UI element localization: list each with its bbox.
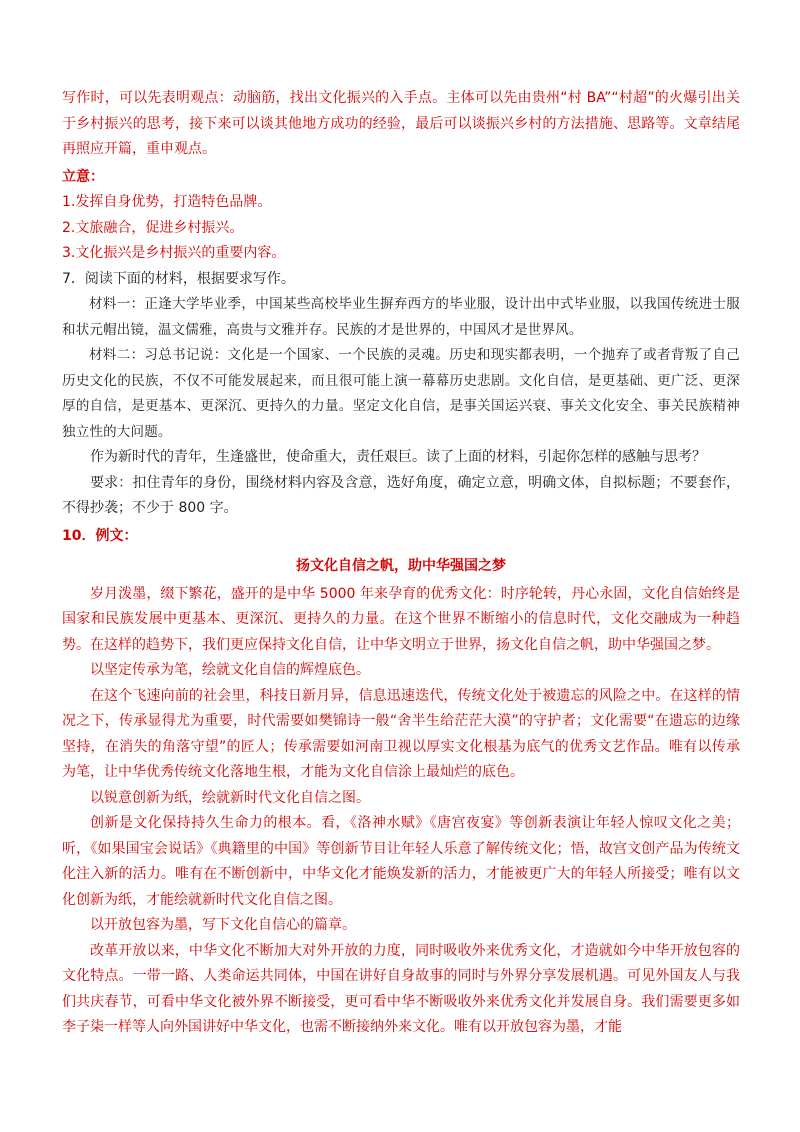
essay-paragraph-4: 以锐意创新为纸，绘就新时代文化自信之图。 (90, 789, 370, 806)
intro-paragraph: 写作时，可以先表明观点：动脑筋，找出文化振兴的入手点。主体可以先由贵州“村 BA”“村超”的火爆引出关于乡村振兴的思考，接下来可以谈其他地方成功的经验，最后可以谈振兴乡村的方法措施、思路等。文章结尾再照应开篇，重申观点。 (62, 90, 740, 157)
essay-paragraph-1: 岁月泼墨，缀下繁花，盛开的是中华 5000 年来孕育的优秀文化：时序轮转，丹心永固，文化自信始终是国家和民族发展中更基本、更深沉、更持久的力量。在这个世界不断缩小的信息时代，文化交融成为一种趋势。在这样的趋势下，我们更应保持文化自信，让中华文明立于世界，扬文化自信之帆，助中华强国之梦。 (62, 585, 740, 653)
theme-item-1: 1.发挥自身优势，打造特色品牌。 (62, 194, 272, 210)
example-heading: 10．例文： (62, 527, 138, 544)
document-page (62, 86, 740, 1041)
material-1: 材料一：正逢大学毕业季，中国某些高校毕业生摒弃西方的毕业服，设计出中式毕业服，以我国传统进士服和状元帽出镜，温文儒雅，高贵与文雅并存。民族的才是世界的，中国风才是世界风。 (62, 296, 740, 338)
question-7-prompt: 7．阅读下面的材料，根据要求写作。 (62, 270, 295, 287)
essay-paragraph-6: 以开放包容为墨，写下文化自信心的篇章。 (90, 917, 356, 933)
essay-paragraph-2: 以坚定传承为笔，绘就文化自信的辉煌底色。 (90, 662, 370, 678)
question-text: 作为新时代的青年，生逢盛世，使命重大，责任艰巨。读了上面的材料，引起你怎样的感触与思考？ (90, 449, 706, 465)
essay-paragraph-5: 创新是文化保持持久生命力的根本。看，《洛神水赋》《唐宫夜宴》等创新表演让年轻人惊叹文化之美；听，《如果国宝会说话》《典籍里的中国》等创新节目让年轻人乐意了解传统文化；悟，故宫文创产品为传统文化注入新的活力。唯有在不断创新中，中华文化才能焕发新的活力，才能被更广大的年轻人所接受；唯有以文化创新为纸，才能绘就新时代文化自信之图。 (62, 815, 740, 908)
material-2: 材料二：习总书记说：文化是一个国家、一个民族的灵魂。历史和现实都表明，一个抛弃了或者背叛了自己历史文化的民族，不仅不可能发展起来，而且很可能上演一幕幕历史悲剧。文化自信，是更基础、更广泛、更深厚的自信，是更基本、更深沉、更持久的力量。坚定文化自信，是事关国运兴衰、事关文化安全、事关民族精神独立性的大问题。 (62, 347, 740, 440)
requirements: 要求：扣住青年的身份，围绕材料内容及含意，选好角度，确定立意，明确文体，自拟标题；不要套作，不得抄袭；不少于 800 字。 (62, 474, 740, 516)
essay-paragraph-7: 改革开放以来，中华文化不断加大对外开放的力度，同时吸收外来优秀文化，才造就如今中华开放包容的文化特点。一带一路、人类命运共同体，中国在讲好自身故事的同时与外界分享发展机遇。可见外国友人与我们共庆春节，可看中华文化被外界不断接受，更可看中华不断吸收外来优秀文化并发展自身。我们需要更多如李子柒一样等人向外国讲好中华文化，也需不断接纳外来文化。唯有以开放包容为墨，才能 (62, 942, 740, 1035)
theme-heading: 立意： (62, 168, 104, 185)
theme-item-3: 3.文化振兴是乡村振兴的重要内容。 (62, 245, 286, 261)
essay-title: 扬文化自信之帆，助中华强国之梦 (296, 558, 506, 574)
theme-item-2: 2.文旅融合，促进乡村振兴。 (62, 219, 244, 236)
essay-paragraph-3: 在这个飞速向前的社会里，科技日新月异，信息迅速迭代，传统文化处于被遗忘的风险之中。在这样的情况之下，传承显得尤为重要，时代需要如樊锦诗一般“舍半生给茫茫大漠”的守护者；文化需要“在遗忘的边缘坚持，在消失的角落守望”的匠人；传承需要如河南卫视以厚实文化根基为底气的优秀文艺作品。唯有以传承为笔，让中华优秀传统文化落地生根，才能为文化自信涂上最灿烂的底色。 (62, 687, 740, 780)
